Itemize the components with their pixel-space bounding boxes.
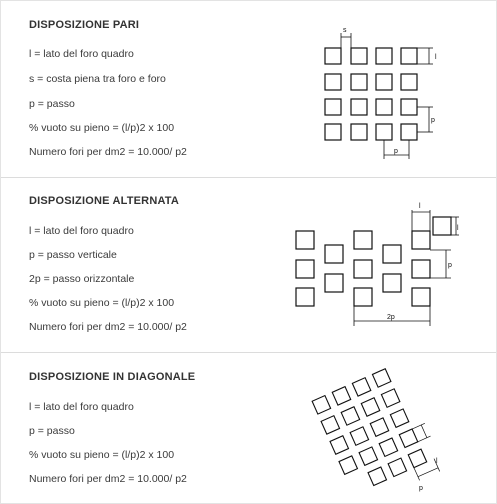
formula-line: % vuoto su pieno = (l/p)2 x 100: [29, 122, 175, 134]
alternate-grid-diagram: [291, 198, 461, 338]
square-holes: [325, 48, 417, 140]
definition-line: p = passo verticale: [29, 249, 117, 261]
square-holes: [296, 217, 451, 306]
label-l: l: [436, 458, 438, 465]
definition-line: l = lato del foro quadro: [29, 48, 134, 60]
definition-line: s = costa piena tra foro e foro: [29, 73, 166, 85]
definition-line: l = lato del foro quadro: [29, 225, 134, 237]
definition-line: p = passo: [29, 425, 75, 437]
definition-line: p = passo: [29, 98, 75, 110]
formula-line: Numero fori per dm2 = 10.000/ p2: [29, 146, 187, 158]
even-grid-diagram: [311, 21, 446, 166]
formula-line: % vuoto su pieno = (l/p)2 x 100: [29, 297, 175, 309]
dimension-lines: [354, 210, 459, 326]
label-l: l: [435, 54, 437, 61]
diagonal-grid-diagram: [301, 368, 461, 498]
definition-line: l = lato del foro quadro: [29, 401, 134, 413]
section-title: DISPOSIZIONE IN DIAGONALE: [29, 371, 196, 383]
definition-line: 2p = passo orizzontale: [29, 273, 135, 285]
label-2p: 2p: [387, 314, 395, 321]
label-p-horizontal: p: [394, 148, 398, 155]
label-p: p: [419, 485, 423, 492]
section-title: DISPOSIZIONE PARI: [29, 19, 140, 31]
section-disposizione-pari: [1, 1, 496, 178]
label-s: s: [343, 27, 347, 34]
section-disposizione-in-diagonale: [1, 353, 496, 504]
formula-line: Numero fori per dm2 = 10.000/ p2: [29, 321, 187, 333]
formula-line: % vuoto su pieno = (l/p)2 x 100: [29, 449, 175, 461]
section-disposizione-alternata: [1, 178, 496, 353]
square-holes: [312, 363, 445, 504]
label-p-vertical: p: [431, 117, 435, 124]
label-l-top: l: [419, 203, 421, 210]
section-title: DISPOSIZIONE ALTERNATA: [29, 195, 180, 207]
formula-line: Numero fori per dm2 = 10.000/ p2: [29, 473, 187, 485]
label-l-side: l: [457, 225, 459, 232]
label-p: p: [448, 262, 452, 269]
